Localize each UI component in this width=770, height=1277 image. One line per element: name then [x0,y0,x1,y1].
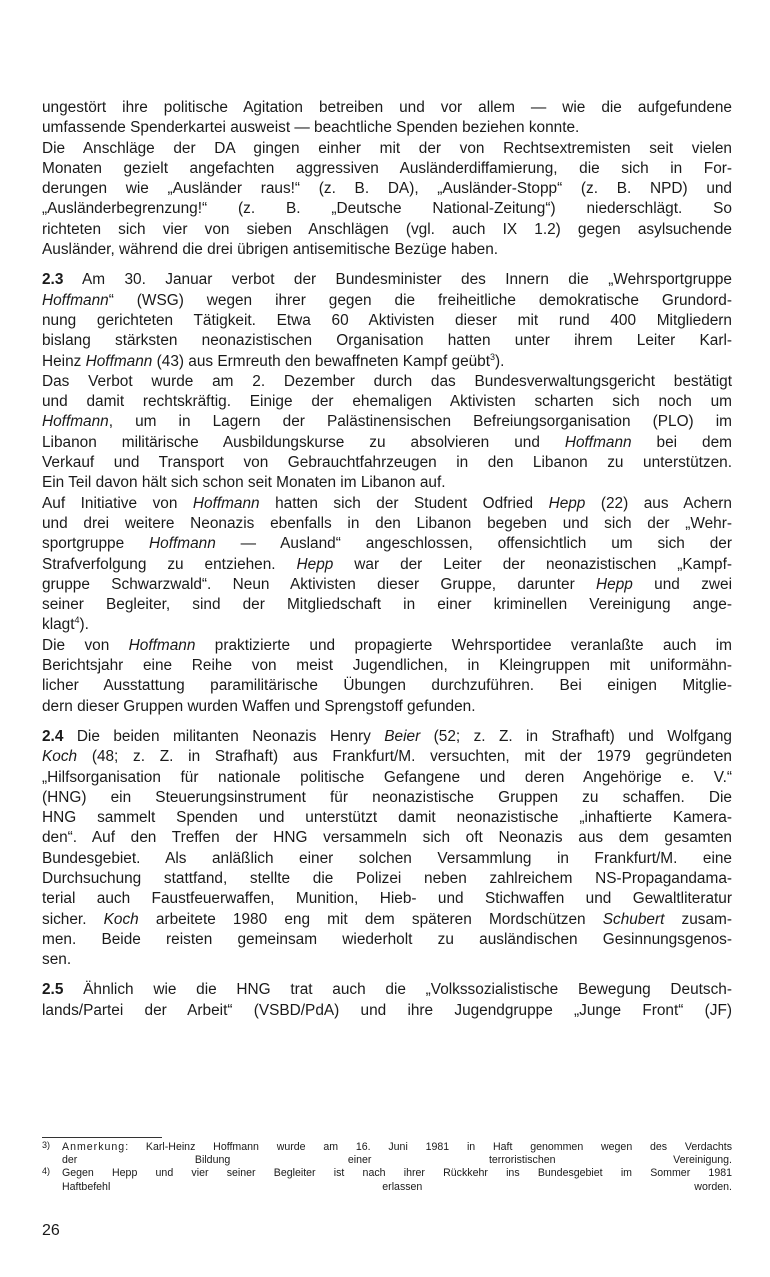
text-line: lands/Partei der Arbeit“ (VSBD/PdA) und ihre Jugendgruppe „Junge Front“ (JF) [42,1001,732,1019]
footnote-ref: 3 [490,351,496,362]
footnote-line: Gegen Hepp und vier seiner Begleiter ist nach ihrer Rückkehr ins Bundesgebiet im Sommer 1981 [62,1167,732,1180]
text-line: Auf Initiative von Hoffmann hatten sich der Student Odfried Hepp (22) aus Achern [42,494,732,512]
text-line: Die Anschläge der DA gingen einher mit der von Rechtsextremisten seit vielen [42,139,732,157]
text-line: Berichtsjahr eine Reihe von meist Jugendlichen, in Kleingruppen mit uniformähn- [42,657,732,675]
text-line: sicher. Koch arbeitete 1980 eng mit dem späteren Mordschützen Schubert zusam- [42,910,732,928]
footnote-3 [42,1141,732,1167]
footnote-line: der Bildung einer terroristischen Vereinigung. [62,1154,732,1167]
text-line: Heinz Hoffmann (43) aus Ermreuth den bewaffneten Kampf geübt$^3$). [42,351,505,370]
text-line: men. Beide reisten gemeinsam wiederholt zu ausländischen Gesinnungsgenos- [42,930,732,948]
footnote-ref: 4 [74,615,80,626]
name-emphasis: Hoffmann [85,352,153,370]
section-2-5 [42,980,732,1021]
name-emphasis: Hoffmann [149,535,216,553]
text-line: gruppe Schwarzwald“. Neun Aktivisten dieser Gruppe, darunter Hepp und zwei [42,575,732,593]
text-line: Bundesgebiet. Als anläßlich einer solchen Versammlung in Frankfurt/M. eine [42,849,732,867]
footnote-line: Anmerkung: Karl-Heinz Hoffmann wurde am 16. Juni 1981 in Haft genommen wegen des Verdachts [62,1141,732,1153]
paragraph-intro [42,98,732,260]
footnote-marker: 4) [42,1166,51,1177]
name-emphasis: Schubert [602,910,665,928]
name-emphasis: Hoffmann [192,494,260,512]
text-line: (HNG) ein Steuerungsinstrument für neonazistische Gruppen zu schaffen. Die [42,788,732,806]
text-line: sen. [42,951,72,969]
text-line: Hoffmann“ (WSG) wegen ihrer gegen die freiheitliche demokratische Grundord- [42,291,732,309]
text-line: 2.5 Ähnlich wie die HNG trat auch die „Volkssozialistische Bewegung Deutsch- [42,981,732,999]
text-line: ungestört ihre politische Agitation betreiben und vor allem — wie die aufgefundene [42,99,732,116]
text-line: „Hilfsorganisation für nationale politische Gefangene und deren Angehörige e. V.“ [42,768,732,786]
text-line: derungen wie „Ausländer raus!“ (z. B. DA), „Ausländer-Stopp“ (z. B. NPD) und [42,180,732,198]
text-line: Hoffmann, um in Lagern der Palästinensischen Befreiungsorganisation (PLO) im [42,413,732,431]
name-emphasis: Koch [42,748,78,766]
name-emphasis: Hepp [296,555,334,573]
text-line: klagt$^4$). [42,615,89,634]
text-line: HNG sammelt Spenden und unterstützt damit neonazistische „inhaftierte Kamera- [42,809,732,827]
text-line: Strafverfolgung zu entziehen. Hepp war der Leiter der neonazistischen „Kampf- [42,555,733,573]
page-number: 26 [42,1222,60,1239]
footnote-marker: 3) [42,1140,51,1150]
text-line: 2.3 Am 30. Januar verbot der Bundesminister des Innern die „Wehrsportgruppe [42,271,732,289]
text-line: Monaten gezielt angefachten aggressiven Ausländerdiffamierung, die sich in For- [42,159,732,177]
name-emphasis: Hoffmann [564,433,632,451]
text-line: Die von Hoffmann praktizierte und propagierte Wehrsportidee veranlaßte auch im [42,636,732,654]
text-line: 2.4 Die beiden militanten Neonazis Henry Beier (52; z. Z. in Strafhaft) und Wolfgang [42,727,732,745]
text-line: terial auch Faustfeuerwaffen, Munition, Hieb- und Stichwaffen und Gewaltliteratur [42,890,732,908]
section-number: 2.4 [42,727,64,745]
text-line: nung gerichteten Tätigkeit. Etwa 60 Aktivisten dieser mit rund 400 Mitgliedern [42,311,732,329]
name-emphasis: Beier [384,727,421,745]
name-emphasis: Hoffmann [128,636,196,654]
name-emphasis: Hoffmann [42,291,109,309]
text-line: Das Verbot wurde am 2. Dezember durch das Bundesverwaltungsgericht bestätigt [42,372,732,390]
section-2-4 [42,727,732,971]
body-text [42,98,732,1021]
text-line: licher Ausstattung paramilitärische Übungen durchzuführen. Bei einigen Mitglie- [42,677,732,695]
section-number: 2.5 [42,981,64,999]
footnotes [42,1141,732,1194]
name-emphasis: Koch [103,910,139,928]
text-line: „Ausländerbegrenzung!“ (z. B. „Deutsche National-Zeitung“) niederschlägt. So [42,200,732,218]
name-emphasis: Hepp [548,494,586,512]
text-line: richteten sich vier von sieben Anschlägen (vgl. auch IX 1.2) gegen asylsuchende [42,220,732,238]
text-line: und damit rechtskräftig. Einige der ehemaligen Aktivisten scharten sich noch um [42,393,732,411]
footnote-divider [42,1137,162,1138]
name-emphasis: Hepp [596,575,633,593]
text-line: Ein Teil davon hält sich schon seit Monaten im Libanon auf. [42,474,446,492]
section-number: 2.3 [42,271,64,289]
name-emphasis: Hoffmann [42,413,109,431]
footnote-line: Haftbefehl erlassen worden. [62,1180,732,1193]
text-line: Koch (48; z. Z. in Strafhaft) aus Frankfurt/M. versuchten, mit der 1979 gegründeten [42,748,732,766]
text-line: Libanon militärische Ausbildungskurse zu absolvieren und Hoffmann bei dem [42,433,732,451]
text-line: seiner Begleiter, sind der Mitgliedschaft in einer kriminellen Vereinigung ange- [42,596,732,614]
footnote-label: Anmerkung [62,1141,126,1153]
text-line: dern dieser Gruppen wurden Waffen und Sprengstoff gefunden. [42,697,476,715]
text-line: sportgruppe Hoffmann — Ausland“ angeschlossen, offensichtlich um sich der [42,535,732,553]
footnote-4 [42,1167,732,1193]
text-line: Durchsuchung stattfand, stellte die Polizei neben zahlreichem NS-Propagandama- [42,869,732,887]
text-line: Ausländer, während die drei übrigen antisemitische Bezüge haben. [42,241,499,259]
text-line: und drei weitere Neonazis ebenfalls in den Libanon begeben und sich der „Wehr- [42,514,732,532]
text-line: umfassende Spenderkartei ausweist — beachtliche Spenden beziehen konnte. [42,119,580,137]
section-2-3 [42,270,732,717]
text-line: Verkauf und Transport von Gebrauchtfahrzeugen in den Libanon zu unterstützen. [42,454,732,472]
text-line: bislang stärksten neonazistischen Organisation hatten unter ihrem Leiter Karl- [42,332,732,350]
text-line: den“. Auf den Treffen der HNG versammeln sich oft Neonazis aus dem gesamten [42,829,732,847]
